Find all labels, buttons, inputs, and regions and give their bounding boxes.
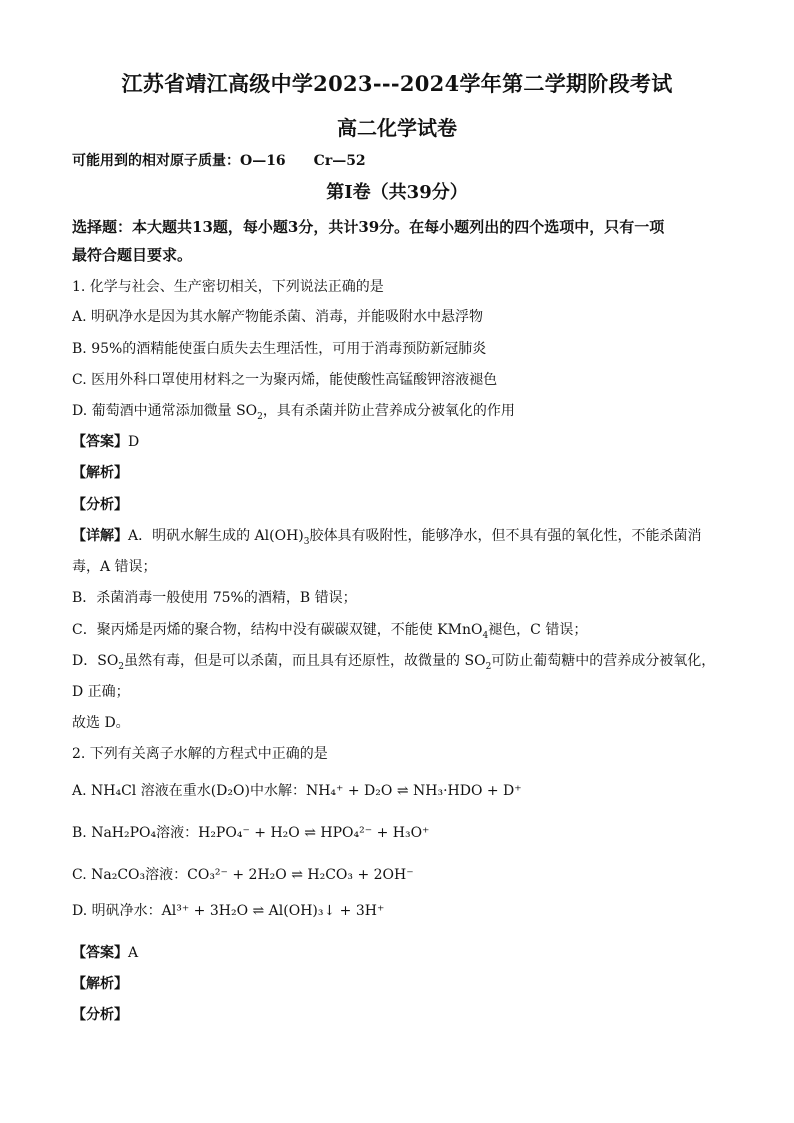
q2-stem: 2. 下列有关离子水解的方程式中正确的是: [72, 746, 328, 762]
q1-analysis-tag: 【解析】: [72, 465, 128, 481]
q1-detail-c: C．聚丙烯是丙烯的聚合物，结构中没有碳碳双键，不能使 KMnO$_4$褪色，C 错误；: [72, 622, 588, 641]
atomic-mass-note: 可能用到的相对原子质量：O—16 Cr—52: [72, 153, 366, 169]
q1-detail-a-2: 毒，A 错误；: [72, 559, 157, 575]
section-title: 第Ⅰ卷（共39分）: [326, 182, 468, 203]
section-instruction-2: 最符合题目要求。: [72, 246, 193, 264]
q1-option-d: D. 葡萄酒中通常添加微量 $SO_2$，具有杀菌并防止营养成分被氧化的作用: [72, 403, 515, 422]
q2-option-b: B. NaH₂PO₄溶液：H₂PO₄⁻ + H₂O ⇌ HPO₄²⁻ + H₃O⁺: [72, 825, 430, 841]
q1-option-b: B. 95%的酒精能使蛋白质失去生理活性，可用于消毒预防新冠肺炎: [72, 341, 487, 357]
q2-option-a: A. NH₄Cl 溶液在重水(D₂O)中水解：NH₄⁺ + D₂O ⇌ NH₃·HDO + D⁺: [72, 783, 522, 799]
q2-answer: 【答案】A: [72, 945, 139, 961]
q1-detail-b: B．杀菌消毒一般使用 75%的酒精，B 错误；: [72, 590, 357, 606]
q1-option-c: C. 医用外科口罩使用材料之一为聚丙烯，能使酸性高锰酸钾溶液褪色: [72, 372, 498, 388]
q1-conclusion: 故选 D。: [72, 715, 130, 731]
q2-analysis-tag: 【解析】: [72, 976, 128, 992]
q2-option-d: D. 明矾净水：Al³⁺ + 3H₂O ⇌ Al(OH)₃↓ + 3H⁺: [72, 903, 385, 919]
q1-detail-d-2: D 正确；: [72, 684, 130, 700]
q1-stem: 1. 化学与社会、生产密切相关，下列说法正确的是: [72, 279, 384, 295]
q2-fenxi-tag: 【分析】: [72, 1007, 128, 1023]
exam-title: 江苏省靖江高级中学2023---2024学年第二学期阶段考试: [121, 71, 673, 96]
q1-answer: 【答案】D: [72, 434, 140, 450]
q2-option-c: C. Na₂CO₃溶液：CO₃²⁻ + 2H₂O ⇌ H₂CO₃ + 2OH⁻: [72, 867, 414, 883]
q1-detail-a-1: 【详解】A．明矾水解生成的 $Al(OH)_3$胶体具有吸附性，能够净水，但不具有强的氧化性，不能杀菌消: [72, 528, 702, 547]
exam-subtitle: 高二化学试卷: [337, 116, 457, 140]
q1-detail-d-1: D．$SO_2$虽然有毒，但是可以杀菌，而且具有还原性，故微量的 $SO_2$可防止葡萄糖中的营养成分被氧化，: [72, 653, 716, 672]
q1-fenxi-tag: 【分析】: [72, 497, 128, 513]
q1-option-a: A. 明矾净水是因为其水解产物能杀菌、消毒，并能吸附水中悬浮物: [72, 309, 484, 325]
section-instruction-1: 选择题：本大题共13题，每小题3分，共计39分。在每小题列出的四个选项中，只有一项: [72, 218, 665, 236]
